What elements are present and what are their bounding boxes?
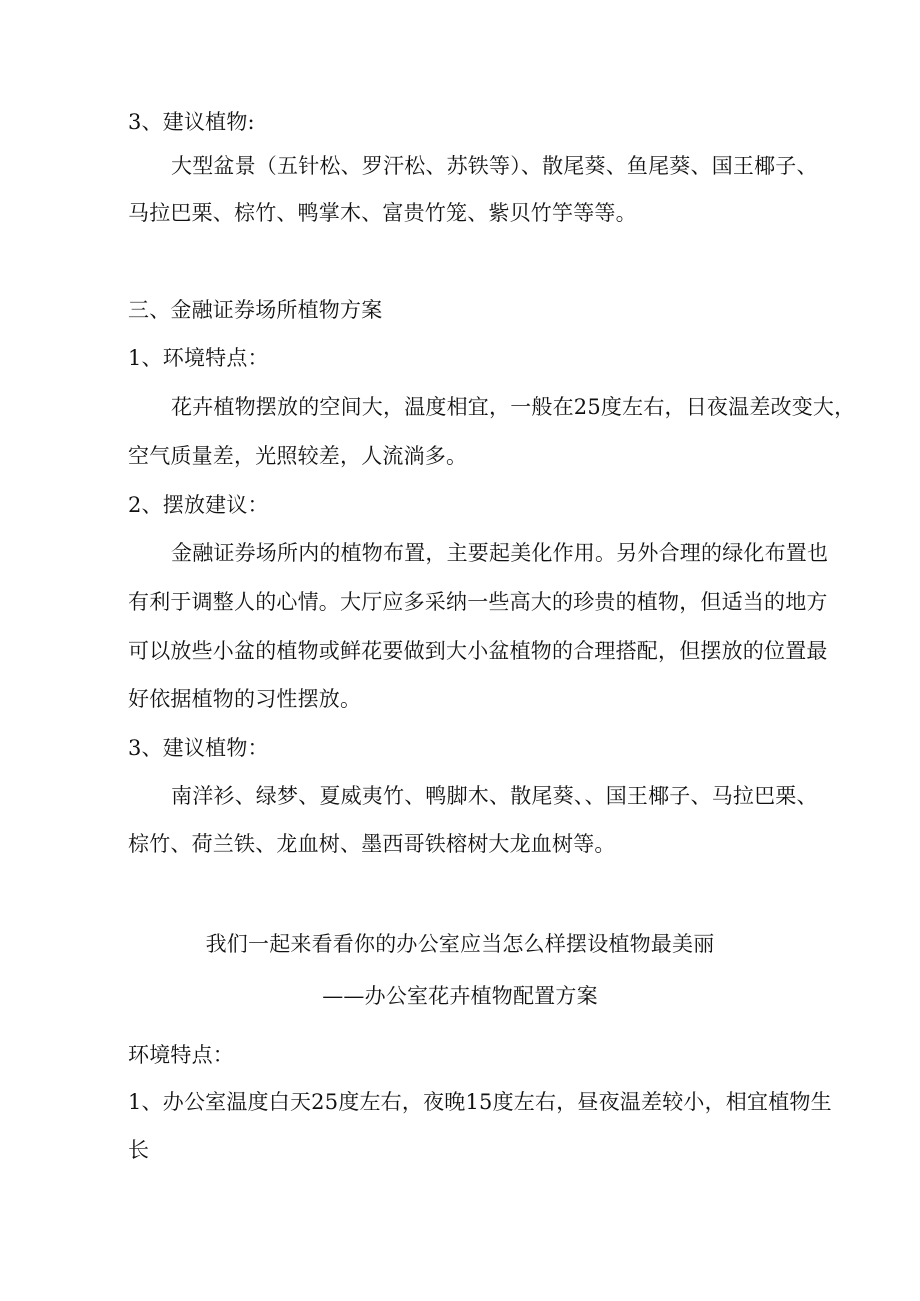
- section-b-title: 三、金融证券场所植物方案: [128, 298, 383, 322]
- section-a-heading: 3、建议植物:: [128, 110, 255, 134]
- section-b-place-heading: 2、摆放建议：: [128, 493, 269, 517]
- section-c-env-heading: 环境特点：: [128, 1043, 234, 1067]
- section-b-env-line-1: 花卉植物摆放的空间大，温度相宜，一般在25度左右，日夜温差改变大，: [171, 395, 856, 419]
- section-b-place-line-4: 好依据植物的习性摆放。: [128, 687, 362, 711]
- section-a-paragraph-line-2: 马拉巴栗、棕竹、鸭掌木、富贵竹笼、紫贝竹竽等等。: [128, 201, 637, 225]
- section-c-title-line-1: 我们一起来看看你的办公室应当怎么样摆设植物最美丽: [205, 932, 715, 956]
- section-b-plants-line-2: 棕竹、荷兰铁、龙血树、墨西哥铁榕树大龙血树等。: [128, 832, 616, 856]
- section-b-place-line-3: 可以放些小盆的植物或鲜花要做到大小盆植物的合理搭配，但摆放的位置最: [128, 639, 828, 663]
- section-b-plants-line-1: 南洋衫、绿梦、夏威夷竹、鸭脚木、散尾葵、、国王椰子、马拉巴栗、: [171, 784, 818, 808]
- section-b-plants-heading: 3、建议植物：: [128, 736, 269, 760]
- section-b-env-line-2: 空气质量差，光照较差，人流淌多。: [128, 444, 468, 468]
- section-b-place-line-1: 金融证券场所内的植物布置，主要起美化作用。另外合理的绿化布置也: [171, 541, 829, 565]
- section-b-env-heading: 1、环境特点：: [128, 346, 269, 370]
- section-a-paragraph-line-1: 大型盆景（五针松、罗汗松、苏铁等）、散尾葵、鱼尾葵、国王椰子、: [171, 154, 818, 178]
- section-c-title-line-2: ——办公室花卉植物配置方案: [322, 984, 598, 1008]
- section-c-item-1-line-2: 长: [128, 1138, 150, 1162]
- section-b-place-line-2: 有利于调整人的心情。大厅应多采纳一些高大的珍贵的植物，但适当的地方: [128, 590, 828, 614]
- section-c-item-1-line-1: 1、办公室温度白天25度左右，夜晚15度左右，昼夜温差较小，相宜植物生: [128, 1090, 832, 1114]
